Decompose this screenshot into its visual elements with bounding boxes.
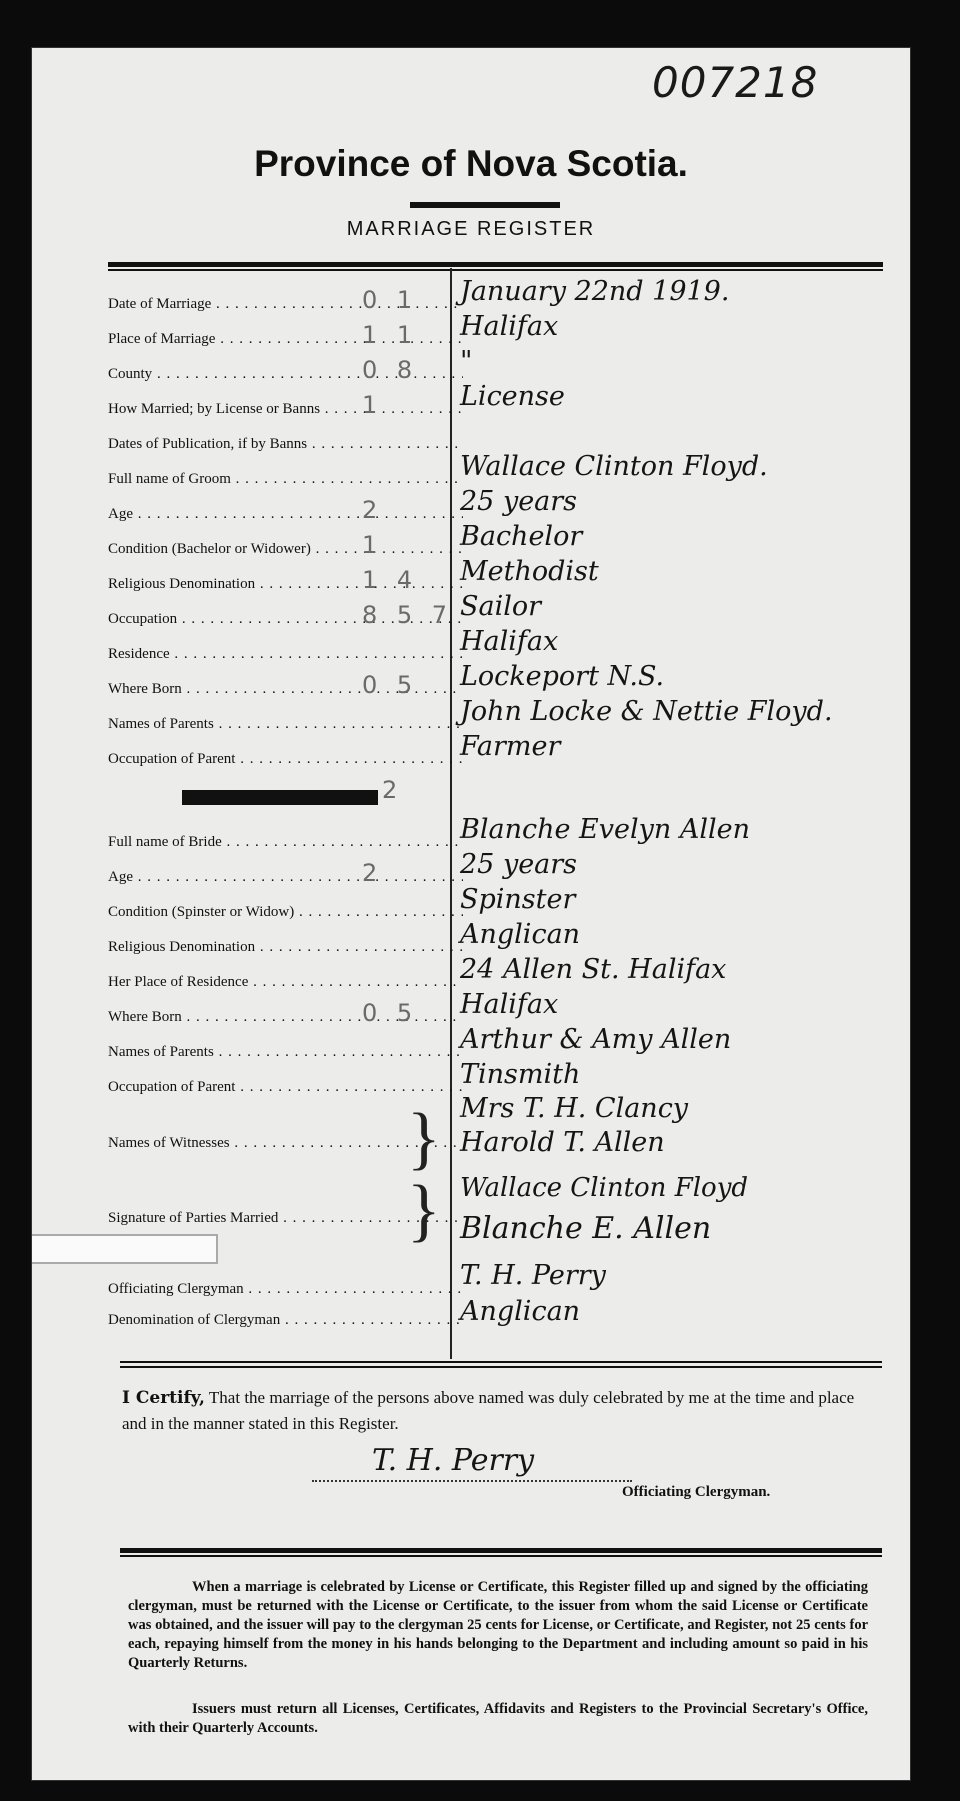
document-title: Province of Nova Scotia.	[254, 143, 688, 184]
certify-rule-top-2	[120, 1366, 882, 1368]
certify-lead: I Certify,	[122, 1388, 205, 1408]
field-value: January 22nd 1919.	[460, 276, 730, 307]
field-value: Sailor	[460, 591, 542, 622]
notes-rule-thin	[120, 1555, 882, 1557]
field-code: 1	[362, 531, 384, 559]
field-value: Halifax	[460, 989, 559, 1020]
field-label: Religious Denomination . . .	[108, 576, 463, 593]
witness-2: Harold T. Allen	[460, 1127, 665, 1158]
field-code: 0 1	[362, 286, 419, 314]
witness-1: Mrs T. H. Clancy	[460, 1093, 689, 1124]
field-code: 0 5	[362, 999, 419, 1027]
certification-statement	[122, 1385, 882, 1437]
notes-rule	[120, 1548, 882, 1553]
field-label: Occupation . . .	[108, 611, 463, 628]
field-value: License	[460, 381, 565, 412]
field-value: Anglican	[460, 919, 581, 950]
field-label: Names of Parents . . .	[108, 716, 463, 733]
field-label: Occupation of Parent . . .	[108, 751, 463, 768]
field-label: Date of Marriage . . .	[108, 296, 463, 313]
field-value: Methodist	[460, 556, 599, 587]
field-code: 0 5	[362, 671, 419, 699]
denomination-clergyman-value: Anglican	[460, 1296, 581, 1327]
field-value: "	[460, 346, 473, 377]
field-value: Lockeport N.S.	[460, 661, 665, 692]
field-label: Full name of Groom . . .	[108, 471, 463, 488]
field-value: 25 years	[460, 849, 578, 880]
field-value: 25 years	[460, 486, 578, 517]
witnesses-label: Names of Witnesses . . .	[108, 1135, 463, 1152]
field-code: 1 4	[362, 566, 419, 594]
certify-text: That the marriage of the persons above named was duly celebrated by me at the time and place and in the manner stated in this Register.	[122, 1388, 855, 1433]
field-value: Halifax	[460, 626, 559, 657]
instructions-paragraph: When a marriage is celebrated by License or Certificate, this Register filled up and signed by the officiating clergyman, must be returned with the License or Certificate, to the issuer from whom the said License or Certificate was obtained, and the issuer will pay to the clergyman 25 cents for License, or Certificate, and Register, not 25 cents for each, repaying himself from the money in his hands belonging to the Department and including amount so paid in his Quarterly Returns.	[128, 1579, 868, 1671]
clergy-signature: T. H. Perry	[372, 1443, 535, 1478]
field-code: 2	[362, 859, 384, 887]
field-label: Where Born . . .	[108, 1009, 463, 1026]
section-separator-bar	[182, 790, 378, 805]
field-label: Age . . .	[108, 869, 463, 886]
signatures-brace: }	[407, 1172, 441, 1249]
top-double-rule	[108, 262, 883, 267]
field-code: 1 1	[362, 321, 419, 349]
witnesses-brace: }	[407, 1100, 441, 1177]
signature-groom: Wallace Clinton Floyd	[460, 1173, 749, 1203]
field-label: Names of Parents . . .	[108, 1044, 463, 1061]
field-value: Spinster	[460, 884, 576, 915]
officiating-clergyman-value: T. H. Perry	[460, 1260, 606, 1291]
certify-rule-top	[120, 1361, 882, 1363]
separator-code: 2	[382, 776, 404, 804]
top-double-rule-thin	[108, 269, 883, 271]
field-value: Halifax	[460, 311, 559, 342]
paper-label-strip	[32, 1234, 218, 1264]
field-value: Farmer	[460, 731, 561, 762]
field-label: Age . . .	[108, 506, 463, 523]
field-label: Where Born . . .	[108, 681, 463, 698]
field-code: 1	[362, 391, 384, 419]
field-value: Wallace Clinton Floyd.	[460, 451, 768, 482]
document-subtitle: MARRIAGE REGISTER	[346, 218, 596, 240]
field-code: 2	[362, 496, 384, 524]
signatures-label: Signature of Parties Married . . .	[108, 1210, 463, 1227]
field-label: Dates of Publication, if by Banns . . .	[108, 436, 463, 453]
column-divider	[450, 268, 452, 1359]
field-label: How Married; by License or Banns . . .	[108, 401, 463, 418]
field-label: Full name of Bride . . .	[108, 834, 463, 851]
clergy-signature-caption: Officiating Clergyman.	[622, 1484, 771, 1500]
field-code: 8 5 7	[362, 601, 454, 629]
field-value: John Locke & Nettie Floyd.	[460, 696, 833, 727]
title-divider	[410, 202, 560, 208]
field-value: Arthur & Amy Allen	[460, 1024, 732, 1055]
field-label: Religious Denomination . . .	[108, 939, 463, 956]
field-label: Residence . . .	[108, 646, 463, 663]
field-value: Bachelor	[460, 521, 583, 552]
field-label: Her Place of Residence . . .	[108, 974, 463, 991]
denomination-clergyman-label: Denomination of Clergyman . . .	[108, 1312, 463, 1329]
field-label: County . . .	[108, 366, 463, 383]
field-value: Tinsmith	[460, 1059, 581, 1090]
field-value: Blanche Evelyn Allen	[460, 814, 750, 845]
field-label: Occupation of Parent . . .	[108, 1079, 463, 1096]
field-label: Place of Marriage . . .	[108, 331, 463, 348]
field-label: Condition (Spinster or Widow) . . .	[108, 904, 463, 921]
marriage-register-document	[32, 48, 910, 1780]
field-code: 0 8	[362, 356, 419, 384]
field-value: 24 Allen St. Halifax	[460, 954, 727, 985]
officiating-clergyman-label: Officiating Clergyman . . .	[108, 1281, 463, 1298]
field-label: Condition (Bachelor or Widower) . . .	[108, 541, 463, 558]
return-instructions-paragraph: Issuers must return all Licenses, Certificates, Affidavits and Registers to the Provincial Secretary's Office, with their Quarterly Accounts.	[128, 1701, 868, 1736]
serial-number: 007218	[652, 58, 819, 107]
signature-bride: Blanche E. Allen	[460, 1211, 712, 1246]
